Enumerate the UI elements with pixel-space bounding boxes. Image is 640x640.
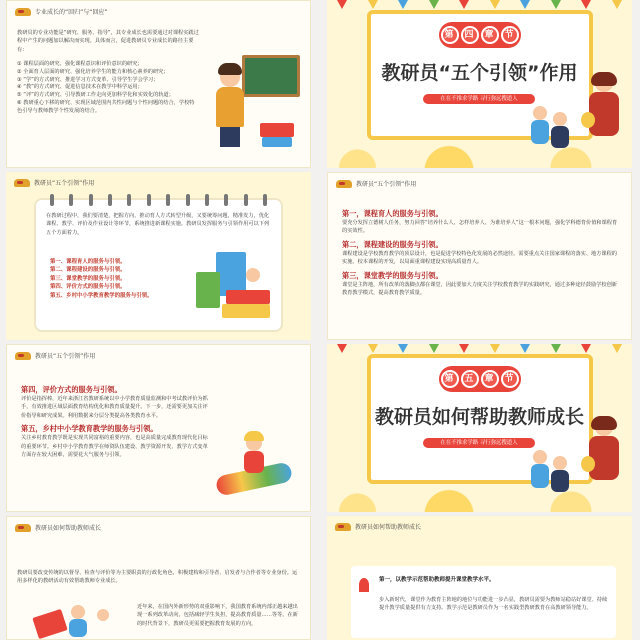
award-ribbon-icon — [359, 578, 369, 592]
chapter-title: 教研员“五个引领”作用 — [381, 62, 578, 84]
header-text: 教研员“五个引领”作用 — [35, 353, 96, 360]
body-text-1: 教研员要改变传统的以督导、检查与评价等为主要职责的行政化角色，积极建构和引导者、启发者与合作者等专业身份。运用多样化的教研活动有效帮助教师专业成长。 — [17, 570, 298, 585]
cloud-decoration — [327, 142, 632, 168]
slide-6[interactable] — [327, 344, 632, 512]
pencil-icon — [335, 523, 351, 531]
notebook-rings — [50, 194, 267, 206]
header-text: 教研员如何帮助教师成长 — [355, 524, 422, 531]
slide-7[interactable] — [6, 516, 311, 640]
pencil-rider-illustration — [212, 425, 302, 505]
badge-char: 章 — [481, 370, 499, 388]
cloud-decoration — [327, 486, 632, 512]
section-title: 第一，以教学示范帮助教师提升课堂教学水平。 — [379, 577, 495, 583]
list-item: ③ “学”的方式研究、推进学习方式变革、引导学生学会学习； — [17, 76, 159, 83]
badge-char: 节 — [501, 26, 519, 44]
slide-8[interactable] — [327, 516, 632, 640]
slide-header — [15, 351, 95, 360]
badge-char: 五 — [461, 370, 479, 388]
pencil-icon — [15, 352, 31, 360]
pencil-icon — [15, 8, 31, 16]
chapter-subtitle: 在在不推求学路 寻行弥远搜道人 — [423, 438, 535, 448]
slide-header — [15, 7, 107, 16]
header-text: 教研员“五个引领”作用 — [34, 180, 95, 187]
list-item: ⑤ “评”的方式研究、引导教研工作走向更加科学化和实效化的轨道； — [17, 92, 174, 99]
pencil-icon — [336, 180, 352, 188]
list-item: 第一、课程育人的服务与引领。 — [50, 259, 126, 265]
sections — [21, 381, 211, 459]
body-text-2: 近年来，在国内外新形势的双重影响下，我国教育系统内部正越来越出现一系列改革动向，包括减轻学生负担，提高教育质量……等等。在新的时代背景下，教研员更需要把握教育发展的方向， — [137, 604, 298, 627]
section-body: 评价是指挥棒，近年来浙江省教研系统以中小学教育质量监测和中考试教评价为抓手，有效推进区域层面教育结构优化和教育质量提升。下一步，还需要更加关注评价指导和研究成果。利用数据来分层分类提高各类教育水平。 — [21, 396, 208, 419]
slide-header — [335, 522, 421, 531]
chapter-subtitle: 在在不推求学路 寻行弥远搜道人 — [423, 94, 535, 104]
section-body: 关注乡村教育教学既是实现共同富裕的重要内容，也是高质量完成教育现代化目标的重要环节。乡村中小学教育教学在师资队伍建设、教学资源开发、教学方式变革方面存在较大困难，需要花大气服务与引领。 — [21, 435, 208, 459]
slide-1[interactable] — [6, 0, 311, 168]
badge-char: 节 — [501, 370, 519, 388]
list-item: ⑥ 教研重心下移的研究、实现区域范围内共性问题与个性问题的结合，学校特色引导与教师教学个性发展的结合。 — [17, 99, 195, 114]
teacher-illustration — [212, 43, 302, 163]
section-title: 第三，课堂教学的服务与引领。 — [342, 270, 443, 280]
badge-char: 第 — [441, 370, 459, 388]
section-body: 课堂是主阵地，所有改革的落脚点都在课堂，因此要加大力度关注学校教育教学的实践研究，通过多种途径鼓励学校创新教育教学模式，提高教育教学质量。 — [342, 281, 617, 297]
slide-2[interactable] — [327, 0, 632, 168]
section-title: 第四，评价方式的服务与引领。 — [21, 385, 122, 394]
intro-text: 在教研过程中，我们要清楚，把握方向、推动育人方式转型升级，又要统筹问题，精准发力，优化课程、教学、评价及作业设计等环节，系统推进新课程实施。教研员发挥服务与引领作用可以下列五个方面着力。 — [46, 213, 270, 236]
list-item: ① 课程层面的研究、强化课程意识和评价意识的研究； — [17, 61, 143, 67]
notebook-card — [36, 200, 281, 330]
chapter-badge — [439, 22, 521, 48]
slide-header — [336, 179, 416, 188]
slide-5[interactable] — [6, 344, 311, 512]
section-body: 步入新时代，课堂作为教育主阵地的地位与功能进一步凸显，教研员需要为教师站稳站好课堂、持续提升教学质量提供有力支持。教学示范是教研员作为一名实践型教研教育在高教研领导能力。 — [379, 597, 608, 612]
section-title: 第二，课程建设的服务与引领。 — [342, 239, 443, 249]
role-list — [50, 258, 190, 300]
sections — [342, 205, 622, 297]
content-card — [351, 566, 616, 638]
list-item: 第四、评价方式的服务与引领。 — [50, 284, 126, 291]
section-body: 要充分发挥立德树人任务，努力回答“培养什么人、怎样培养人、为谁培养人”这一根本问题，强化学科德育价值和课程育的实效性。 — [342, 220, 618, 235]
badge-char: 四 — [461, 26, 479, 44]
badge-char: 第 — [441, 26, 459, 44]
chapter-badge — [439, 366, 521, 392]
badge-char: 章 — [481, 26, 499, 44]
section-body: 课程建设是学校教育教学的顶层设计，也是促进学校特色化发展的必然途径。需要重点关注国家课程的落实、地方课程的实施、校本课程的开发，以局面重课程建设实现高质量育人。 — [342, 250, 617, 266]
pencil-icon — [14, 179, 30, 187]
intro-text: 教研员的专业功能是“研究、服务、指导”，其专业成长也需要通过对课程实践过程中产生的问题加以解决而实现。具体而言，促进教研员专业成长的路径主要有： — [17, 30, 199, 53]
header-text: 专业成长的“回归”与“回应” — [35, 9, 108, 16]
section-title: 第五，乡村中小学教育教学的服务与引领。 — [21, 424, 158, 434]
header-text: 教研员如何帮助教师成长 — [35, 525, 102, 532]
slide-4[interactable] — [327, 172, 632, 340]
list-item: ④ “教”的方式研究、促进信息技术在教学中科学运用； — [17, 84, 143, 91]
list-item: 第五、乡村中小学教育教学的服务与引领。 — [50, 292, 153, 299]
slide-header — [15, 523, 101, 532]
header-text: 教研员“五个引领”作用 — [356, 181, 417, 188]
list-item: ② 全面育人层面的研究、强化培养学生的能力和核心素养的研究； — [17, 68, 169, 75]
slide-3[interactable] — [6, 172, 311, 340]
pencil-icon — [15, 524, 31, 532]
path-list — [17, 61, 197, 116]
list-item: 第二、课程建设的服务与引领。 — [50, 267, 126, 274]
list-item: 第三、课堂教学的服务与引领。 — [50, 275, 126, 282]
slide-header — [14, 178, 94, 187]
books-illustration — [186, 246, 276, 326]
chapter-title: 教研员如何帮助教师成长 — [374, 406, 584, 428]
section-title: 第一，课程育人的服务与引领。 — [342, 209, 443, 218]
reading-kids-illustration — [25, 599, 125, 639]
